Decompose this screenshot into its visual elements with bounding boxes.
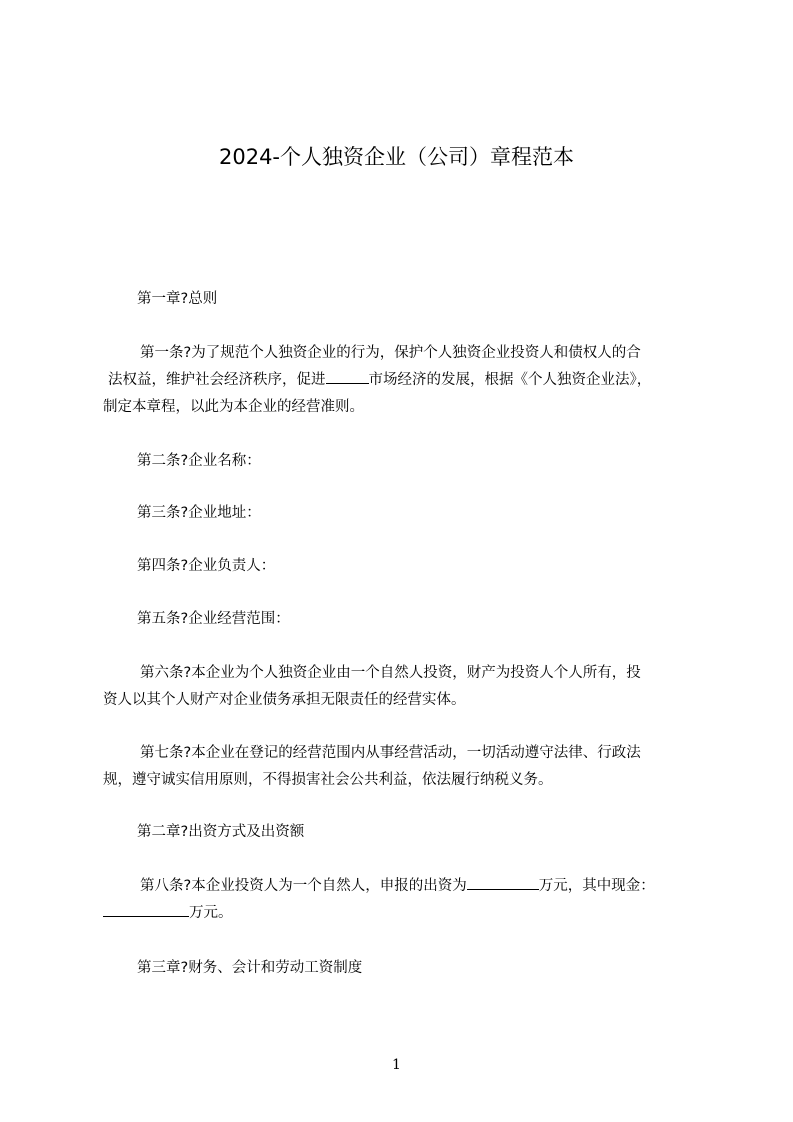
article-3: 第三条?企业地址： (137, 505, 261, 521)
article-5: 第五条?企业经营范围： (137, 611, 290, 627)
article-7-line-1: 第七条?本企业在登记的经营范围内从事经营活动，一切活动遵守法律、行政法 (140, 745, 641, 761)
blank-line (467, 875, 539, 890)
article-8-line-1: 第八条?本企业投资人为一个自然人，申报的出资为 万元，其中现金： (103, 873, 703, 900)
article-2: 第二条?企业名称： (137, 453, 261, 469)
page-number: 1 (392, 1057, 401, 1073)
document-title: 2024-个人独资企业（公司）章程范本 (218, 145, 575, 169)
chapter-heading: 第三章?财务、会计和劳动工资制度 (137, 960, 363, 976)
article-6-line-2: 资人以其个人财产对企业债务承担无限责任的经营实体。 (103, 692, 466, 708)
blank-line (326, 369, 369, 384)
article-6-line-1: 第六条?本企业为个人独资企业由一个自然人投资，财产为投资人个人所有，投 (140, 665, 641, 681)
article-7-line-2: 规，遵守诚实信用原则，不得损害社会公共利益，依法履行纳税义务。 (103, 772, 553, 788)
blank-line (103, 902, 189, 917)
article-1-line-2: 法权益，维护社会经济秩序，促进 市场经济的发展，根据《个人独资企业法》， (103, 367, 703, 394)
article-4: 第四条?企业负责人： (137, 558, 276, 574)
article-1-line-3: 制定本章程，以此为本企业的经营准则。 (103, 399, 364, 415)
article-8-line-2: 万元。 (103, 900, 703, 927)
article-1-line-1: 第一条?为了规范个人独资企业的行为，保护个人独资企业投资人和债权人的合 (140, 345, 641, 361)
chapter-heading: 第二章?出资方式及出资额 (137, 824, 305, 840)
chapter-heading: 第一章?总则 (137, 291, 218, 307)
